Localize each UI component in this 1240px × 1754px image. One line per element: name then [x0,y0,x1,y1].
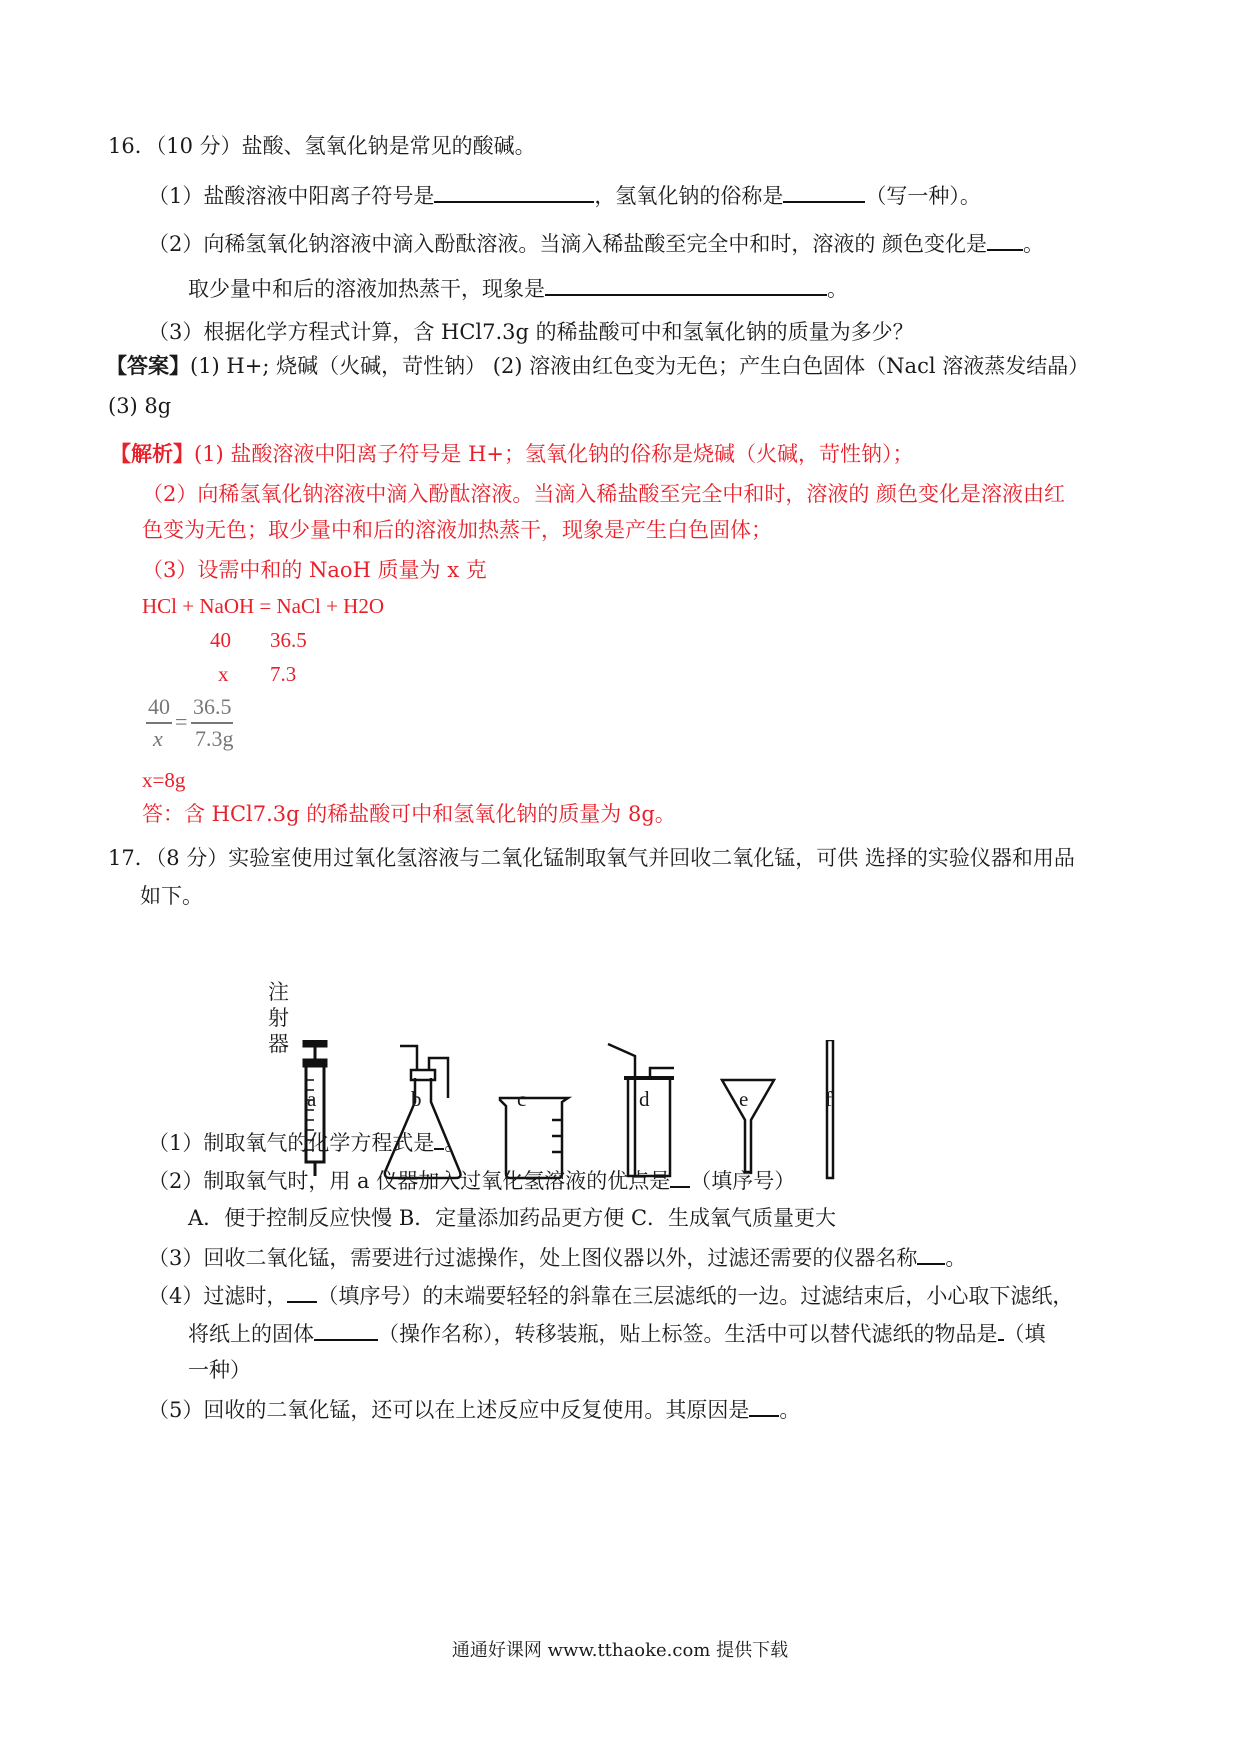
q17-part4-text-a: （4）过滤时， [148,1284,288,1308]
q17-title-cont: 如下。 [140,884,203,908]
label-a: a [307,1087,317,1111]
q16-part1-text-c: （写一种）。 [865,184,981,208]
q16-answer-line1 [106,352,1089,380]
syringe-label-2: 射 [268,1006,289,1030]
analysis-text-1: (1) 盐酸溶液中阳离子符号是 H+；氢氧化钠的俗称是烧碱（火碱，苛性钠）； [194,442,914,466]
eq-row2-right: 7.3 [270,662,297,686]
q17-part4-text-b: （填序号）的末端要轻轻的斜靠在三层滤纸的一边。过滤结束后，小心取下滤纸， [317,1284,1074,1308]
eq-row1-right: 36.5 [270,628,307,652]
q17-part4-line3: 一种） [188,1358,251,1382]
analysis-label: 【解析】 [110,441,194,466]
q16-blank-ion[interactable] [434,181,594,203]
frac-left-den: x [153,726,163,751]
q17-part5-text-b: 。 [779,1398,801,1422]
frac-right-den: 7.3g [195,726,234,751]
label-d: d [639,1087,650,1111]
q16-part1-text-b: ，氢氧化钠的俗称是 [594,184,784,208]
q17-part4-line2-text-b: （操作名称），转移装瓶，贴上标签。生活中可以替代滤纸的物品是 [378,1322,998,1346]
q17-part5 [148,1395,800,1424]
label-e: e [739,1087,749,1111]
q17-part2 [148,1166,795,1195]
q16-blank-phenomenon[interactable] [545,274,827,296]
q16-answer-line2: (3) 8g [108,394,172,418]
q17-part4 [148,1281,1073,1310]
q16-part2-text-b: 。 [1023,232,1045,256]
q16-analysis-line1 [110,440,914,468]
q17-blank-equation[interactable] [434,1128,444,1150]
label-b: b [411,1087,422,1111]
q17-part1-end: 。 [444,1131,466,1155]
q17-blank-operation[interactable] [314,1319,378,1341]
q16-analysis-line2a: （2）向稀氢氧化钠溶液中滴入酚酞溶液。当滴入稀盐酸至完全中和时，溶液的 颜色变化是溶液由红 [142,482,1066,506]
page-footer: 通通好课网 www.tthaoke.com 提供下载 [451,1640,789,1661]
chemical-equation: HCl + NaOH = NaCl + H2O [142,594,385,618]
q16-blank-common-name[interactable] [783,181,865,203]
frac-right-bar [191,722,233,724]
q16-analysis-line3: （3）设需中和的 NaoH 质量为 x 克 [142,558,487,582]
frac-left-num: 40 [148,694,170,719]
eq-row2-left: x [218,662,229,686]
q17-part5-text-a: （5）回收的二氧化锰，还可以在上述反应中反复使用。其原因是 [148,1398,750,1422]
result-x: x=8g [142,768,186,792]
q16-part2-line2 [188,274,848,303]
q17-options: A．便于控制反应快慢 B．定量添加药品更方便 C．生成氧气质量更大 [188,1206,837,1230]
q16-blank-color-change[interactable] [987,229,1023,251]
q16-part1 [148,181,981,210]
frac-right-num: 36.5 [193,694,232,719]
q16-part2 [148,229,1044,258]
q17-part4-line2-text-a: 将纸上的固体 [188,1322,314,1346]
frac-left-bar [146,722,172,724]
syringe-label-3: 器 [268,1032,289,1056]
q16-analysis-line2b: 色变为无色；取少量中和后的溶液加热蒸干，现象是产生白色固体； [142,518,772,542]
label-f: f [825,1087,832,1111]
q17-part3-text-b: 。 [945,1246,967,1270]
q17-blank-instrument[interactable] [917,1243,945,1265]
q17-part1-text: （1）制取氧气的化学方程式是 [148,1131,435,1155]
conical-flask-icon [385,1046,461,1178]
q17-part2-text-b: （填序号） [690,1169,796,1193]
q17-part3 [148,1243,966,1272]
q16-part3: （3）根据化学方程式计算，含 HCl7.3g 的稀盐酸可中和氢氧化钠的质量为多少？ [148,320,914,344]
q16-final-answer: 答：含 HCl7.3g 的稀盐酸可中和氢氧化钠的质量为 8g。 [142,802,676,826]
q17-part4-line2 [188,1319,1046,1348]
q17-blank-item[interactable] [287,1281,317,1303]
q16-title: 16．（10 分）盐酸、氢氧化钠是常见的酸碱。 [108,134,536,158]
eq-row1-left: 40 [210,628,231,652]
q16-part1-text-a: （1）盐酸溶液中阳离子符号是 [148,184,435,208]
q17-part3-text-a: （3）回收二氧化锰，需要进行过滤操作，处上图仪器以外，过滤还需要的仪器名称 [148,1246,918,1270]
label-c: c [517,1087,527,1111]
q17-blank-advantage[interactable] [670,1166,690,1188]
answer-label: 【答案】 [106,353,190,378]
q17-blank-reason[interactable] [749,1395,779,1417]
q16-part2-text-a: （2）向稀氢氧化钠溶液中滴入酚酞溶液。当滴入稀盐酸至完全中和时，溶液的 颜色变化是 [148,232,988,256]
q17-part2-text-a: （2）制取氧气时，用 a 仪器加入过氧化氢溶液的优点是 [148,1169,671,1193]
q16-part2-line2-text-b: 。 [827,277,848,301]
frac-equals: = [175,709,188,734]
q17-title: 17．（8 分）实验室使用过氧化氢溶液与二氧化锰制取氧气并回收二氧化锰，可供 选择的实验仪器和用品 [108,846,1075,870]
q16-part2-line2-text-a: 取少量中和后的溶液加热蒸干，现象是 [188,277,545,301]
answer-text: (1) H+; 烧碱（火碱，苛性钠） (2) 溶液由红色变为无色；产生白色固体（Nacl 溶液蒸发结晶） [190,354,1090,378]
q17-part1 [148,1128,465,1157]
q17-part4-line2-text-c: （填 [1003,1322,1046,1346]
syringe-label-1: 注 [268,980,289,1004]
